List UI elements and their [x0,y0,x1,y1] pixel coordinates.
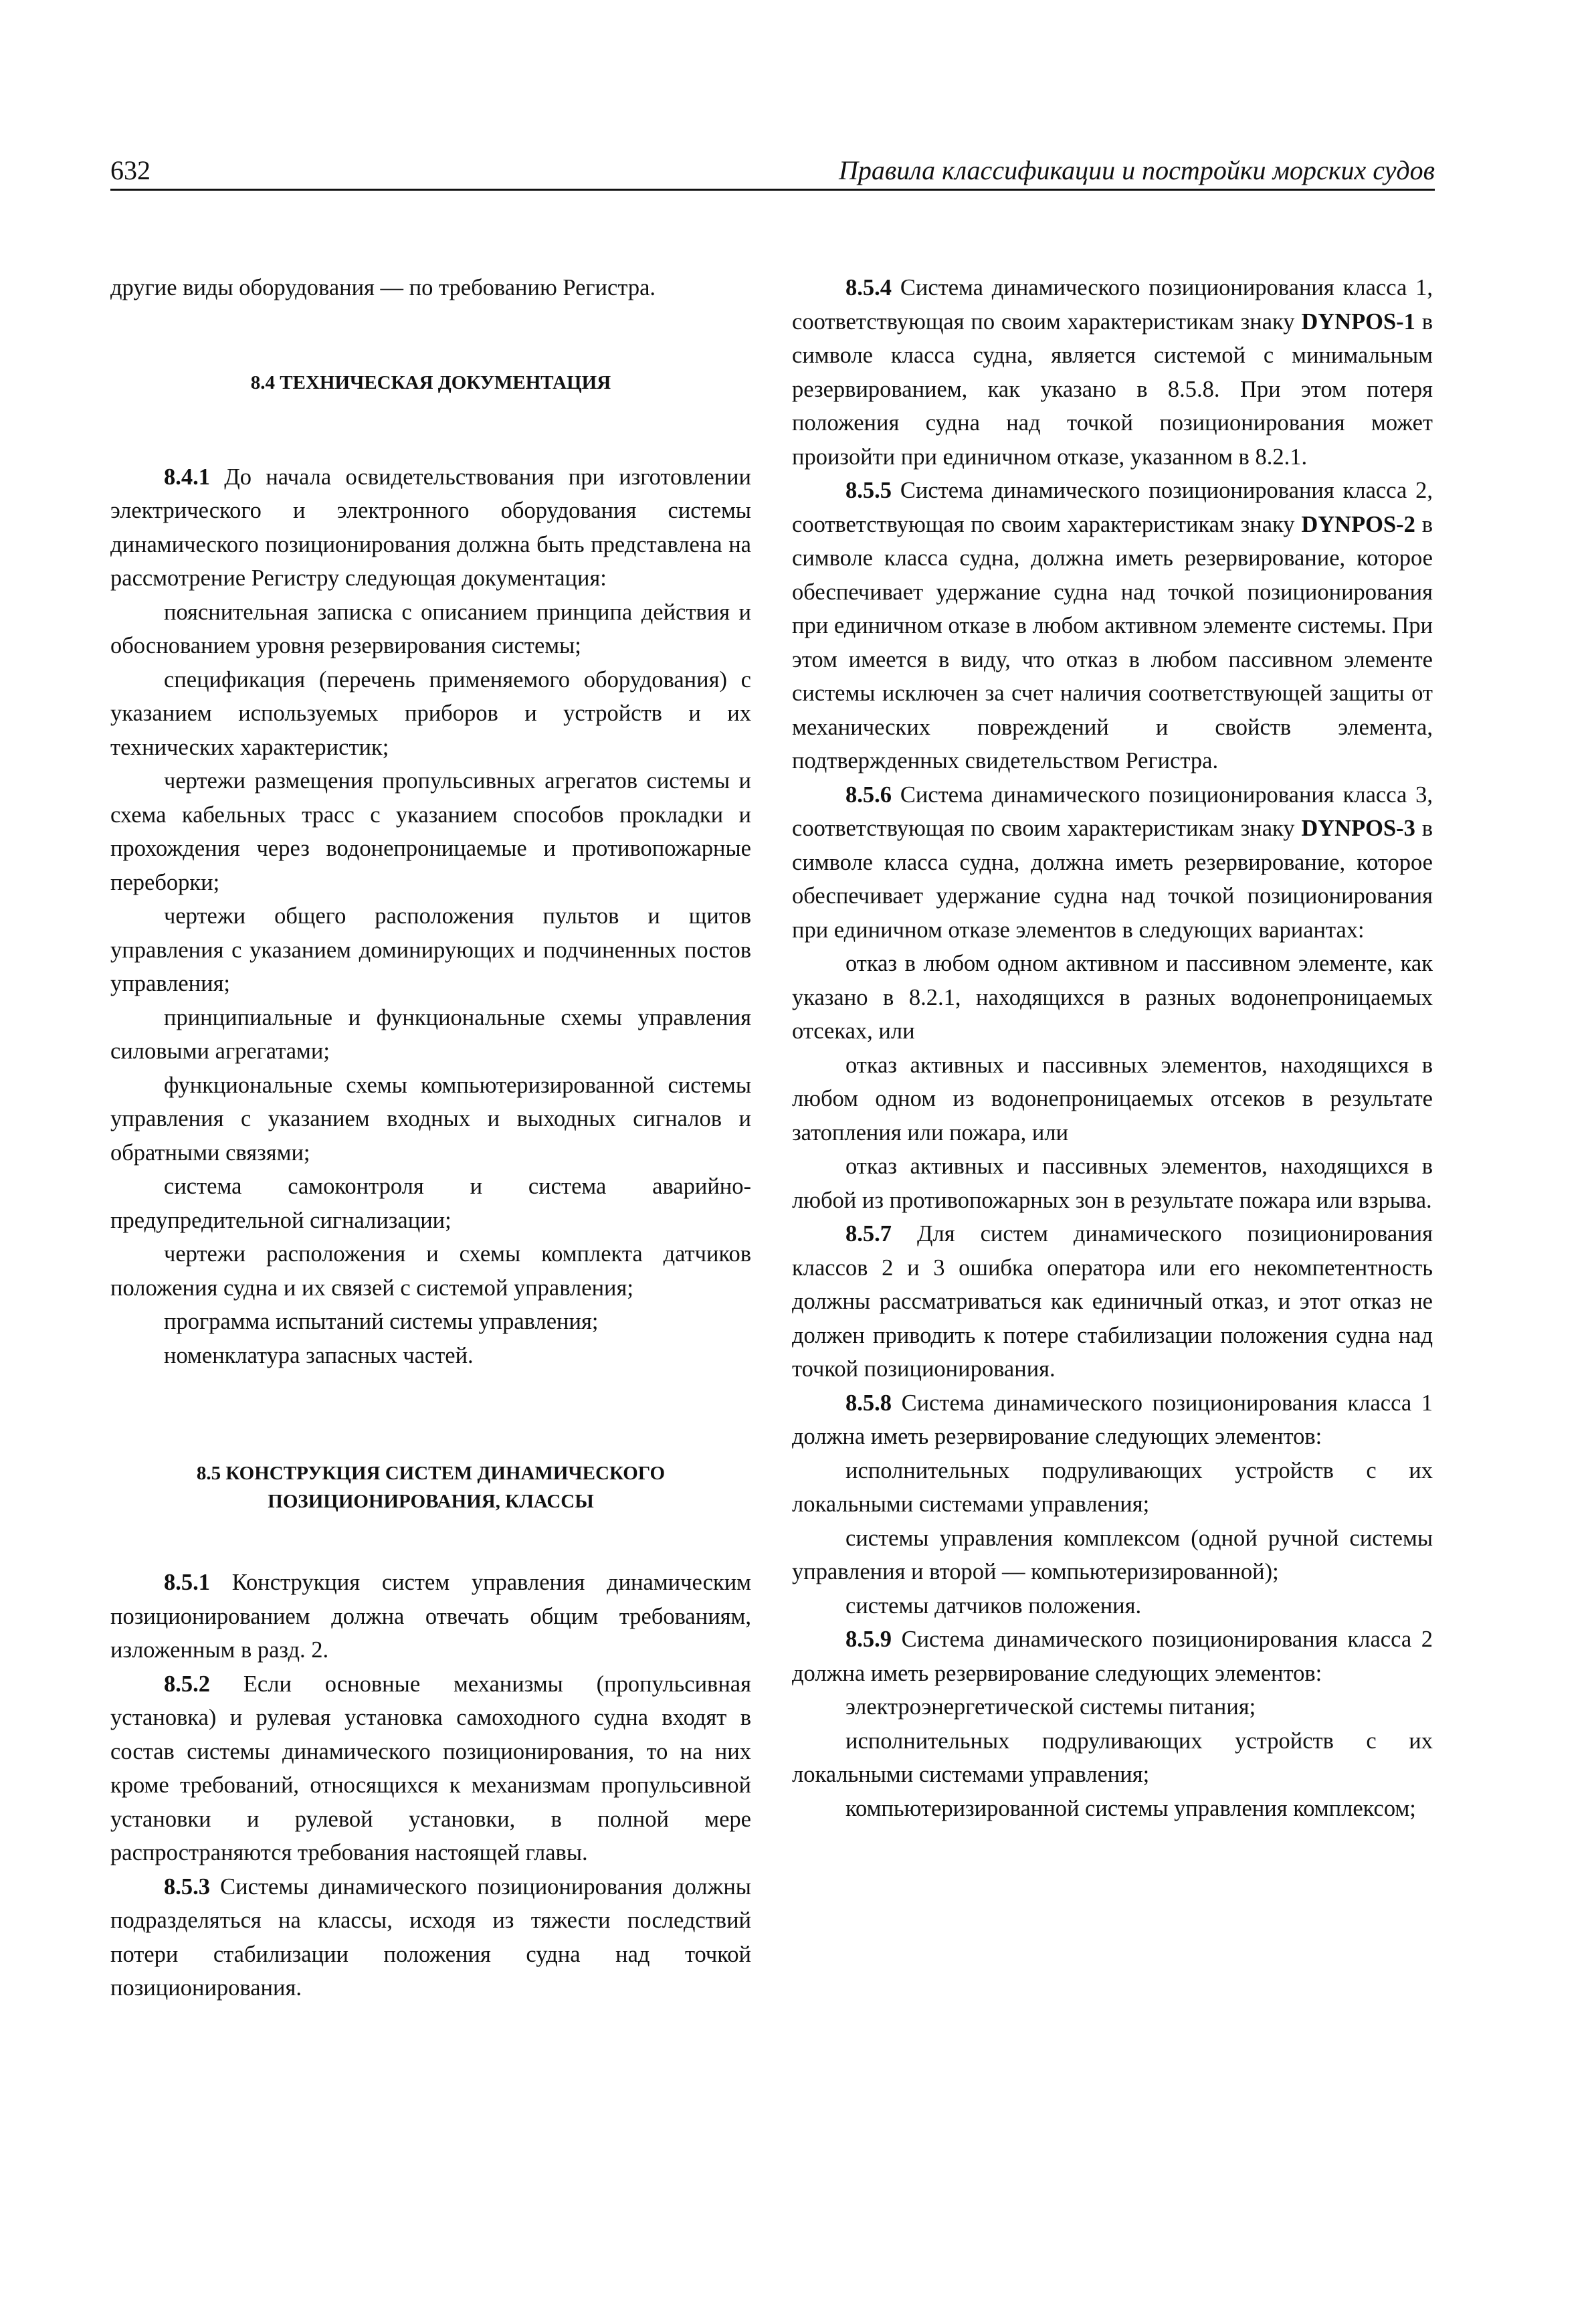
paragraph-text: в символе класса судна, должна иметь резервирование, которое обеспечивает удержание судна над точкой позиционирования при единичном отказе в любом активном элементе системы. При этом имеется в виду, что отказ в любом пассивном элементе системы исключен за счет наличия соответствующей защиты от механических повреждений и свойств элемента, подтвержденных свидетельством Регистра. [792,511,1433,773]
clause-number: 8.5.7 [845,1221,892,1247]
clause-number: 8.5.6 [845,781,892,808]
doc-list-item: чертежи размещения пропульсивных агрегатов системы и схема кабельных трасс с указанием способов прокладки и прохождения через водонепроницаемые и противопожарные переборки; [110,768,751,895]
paragraph-text: Система динамического позиционирования класса 1, соответствующая по своим характеристикам знаку [792,275,1433,335]
doc-list-item: принципиальные и функциональные схемы управления силовыми агрегатами; [110,1004,751,1064]
left-column [110,271,751,2005]
paragraph-text: Система динамического позиционирования класса 2, соответствующая по своим характеристикам знаку [792,478,1433,537]
clause-number: 8.5.5 [845,478,892,503]
clause-number: 8.5.1 [164,1570,210,1595]
paragraph-text: Если основные механизмы (пропульсивная установка) и рулевая установка самоходного судна входят в состав системы динамического позиционирования, то на них кроме требований, относящихся к механизмам пропульсивной установки и рулевой установки, в полной мере распространяются требования настоящей главы. [110,1671,751,1865]
variant-list-item: отказ в любом одном активном и пассивном элементе, как указано в 8.2.1, находящихся в разных водонепроницаемых отсеках, или [792,951,1433,1044]
section-heading-8-4: 8.4 ТЕХНИЧЕСКАЯ ДОКУМЕНТАЦИЯ [250,371,611,393]
heading-line: ПОЗИЦИОНИРОВАНИЯ, КЛАССЫ [268,1491,594,1512]
paragraph-8-5-7 [792,1217,1433,1386]
heading-line: 8.5 КОНСТРУКЦИЯ СИСТЕМ ДИНАМИЧЕСКОГО [196,1463,666,1484]
section-heading-8-5 [110,1459,751,1515]
paragraph-text: Конструкция систем управления динамическим позиционированием должна отвечать общим требованиям, изложенным в разд. 2. [110,1570,751,1663]
paragraph-8-5-8 [792,1386,1433,1454]
doc-list-item: чертежи общего расположения пультов и щитов управления с указанием доминирующих и подчиненных постов управления; [110,903,751,996]
paragraph-8-5-4 [792,271,1433,474]
variant-list-item: отказ активных и пассивных элементов, находящихся в любой из противопожарных зон в результате пожара или взрыва. [792,1154,1433,1213]
doc-list-item: спецификация (перечень применяемого оборудования) с указанием используемых приборов и устройств и их технических характеристик; [110,666,751,760]
paragraph-8-5-3 [110,1870,751,2005]
paragraph-text: в символе класса судна, является системой с минимальным резервированием, как указано в 8.5.8. При этом потеря положения судна над точкой позиционирования может произойти при единичном отказе, указанном в 8.2.1. [792,308,1433,470]
redundancy-list-item: компьютеризированной системы управления комплексом; [845,1795,1416,1821]
clause-number: 8.5.9 [845,1627,892,1652]
clause-number: 8.5.8 [845,1390,892,1416]
paragraph-8-5-5 [792,474,1433,778]
paragraph-text: Система динамического позиционирования класса 3, соответствующая по своим характеристикам знаку [792,781,1433,841]
doc-list-item: пояснительная записка с описанием принципа действия и обоснованием уровня резервирования системы; [110,599,751,658]
paragraph-8-5-6 [792,778,1433,947]
paragraph-text: Системы динамического позиционирования должны подразделяться на классы, исходя из тяжести последствий потери стабилизации положения судна над точкой позиционирования. [110,1873,751,2001]
right-column [792,271,1433,1825]
paragraph-text: Для систем динамического позиционирования классов 2 и 3 ошибка оператора или его некомпетентность должны рассматриваться как единичный отказ, и этот отказ не должен приводить к потере стабилизации положения судна над точкой позиционирования. [792,1221,1433,1382]
class-symbol: DYNPOS-1 [1301,308,1415,335]
page-number: 632 [110,155,151,185]
paragraph-text: Система динамического позиционирования класса 2 должна иметь резервирование следующих элементов: [792,1627,1433,1686]
redundancy-list-item: исполнительных подруливающих устройств с их локальными системами управления; [792,1457,1433,1517]
doc-list-item: чертежи расположения и схемы комплекта датчиков положения судна и их связей с системой управления; [110,1241,751,1301]
running-title: Правила классификации и постройки морских судов [838,155,1435,185]
clause-number: 8.5.2 [164,1671,210,1697]
paragraph-8-4-1 [110,460,751,595]
paragraph-8-5-9 [792,1623,1433,1690]
variant-list-item: отказ активных и пассивных элементов, находящихся в любом одном из водонепроницаемых отсеков в результате затопления или пожара, или [792,1052,1433,1145]
paragraph-text: в символе класса судна, должна иметь резервирование, которое обеспечивает удержание судна над точкой позиционирования при единичном отказе элементов в следующих вариантах: [792,816,1433,943]
class-symbol: DYNPOS-3 [1301,816,1415,841]
page-header [110,154,1435,191]
paragraph-8-5-2 [110,1667,751,1870]
paragraph-text: Система динамического позиционирования класса 1 должна иметь резервирование следующих элементов: [792,1390,1433,1449]
paragraph-intro: другие виды оборудования — по требованию Регистра. [110,275,656,300]
redundancy-list-item: системы датчиков положения. [845,1592,1142,1619]
clause-number: 8.4.1 [164,464,210,490]
paragraph-text: До начала освидетельствования при изготовлении электрического и электронного оборудования системы динамического позиционирования должна быть представлена на рассмотрение Регистру следующая документация: [110,464,751,591]
doc-list-item: функциональные схемы компьютеризированной системы управления с указанием входных и выходных сигналов и обратными связями; [110,1072,751,1166]
clause-number: 8.5.3 [164,1873,210,1900]
redundancy-list-item: электроэнергетической системы питания; [845,1694,1256,1720]
doc-list-item: программа испытаний системы управления; [164,1309,599,1334]
paragraph-8-5-1 [110,1566,751,1667]
redundancy-list-item: системы управления комплексом (одной ручной системы управления и второй — компьютеризированной); [792,1525,1433,1584]
doc-list-item: номенклатура запасных частей. [164,1342,474,1368]
doc-list-item: система самоконтроля и система аварийно-предупредительной сигнализации; [110,1174,751,1233]
class-symbol: DYNPOS-2 [1301,511,1415,537]
redundancy-list-item: исполнительных подруливающих устройств с их локальными системами управления; [792,1728,1433,1787]
clause-number: 8.5.4 [845,275,892,300]
